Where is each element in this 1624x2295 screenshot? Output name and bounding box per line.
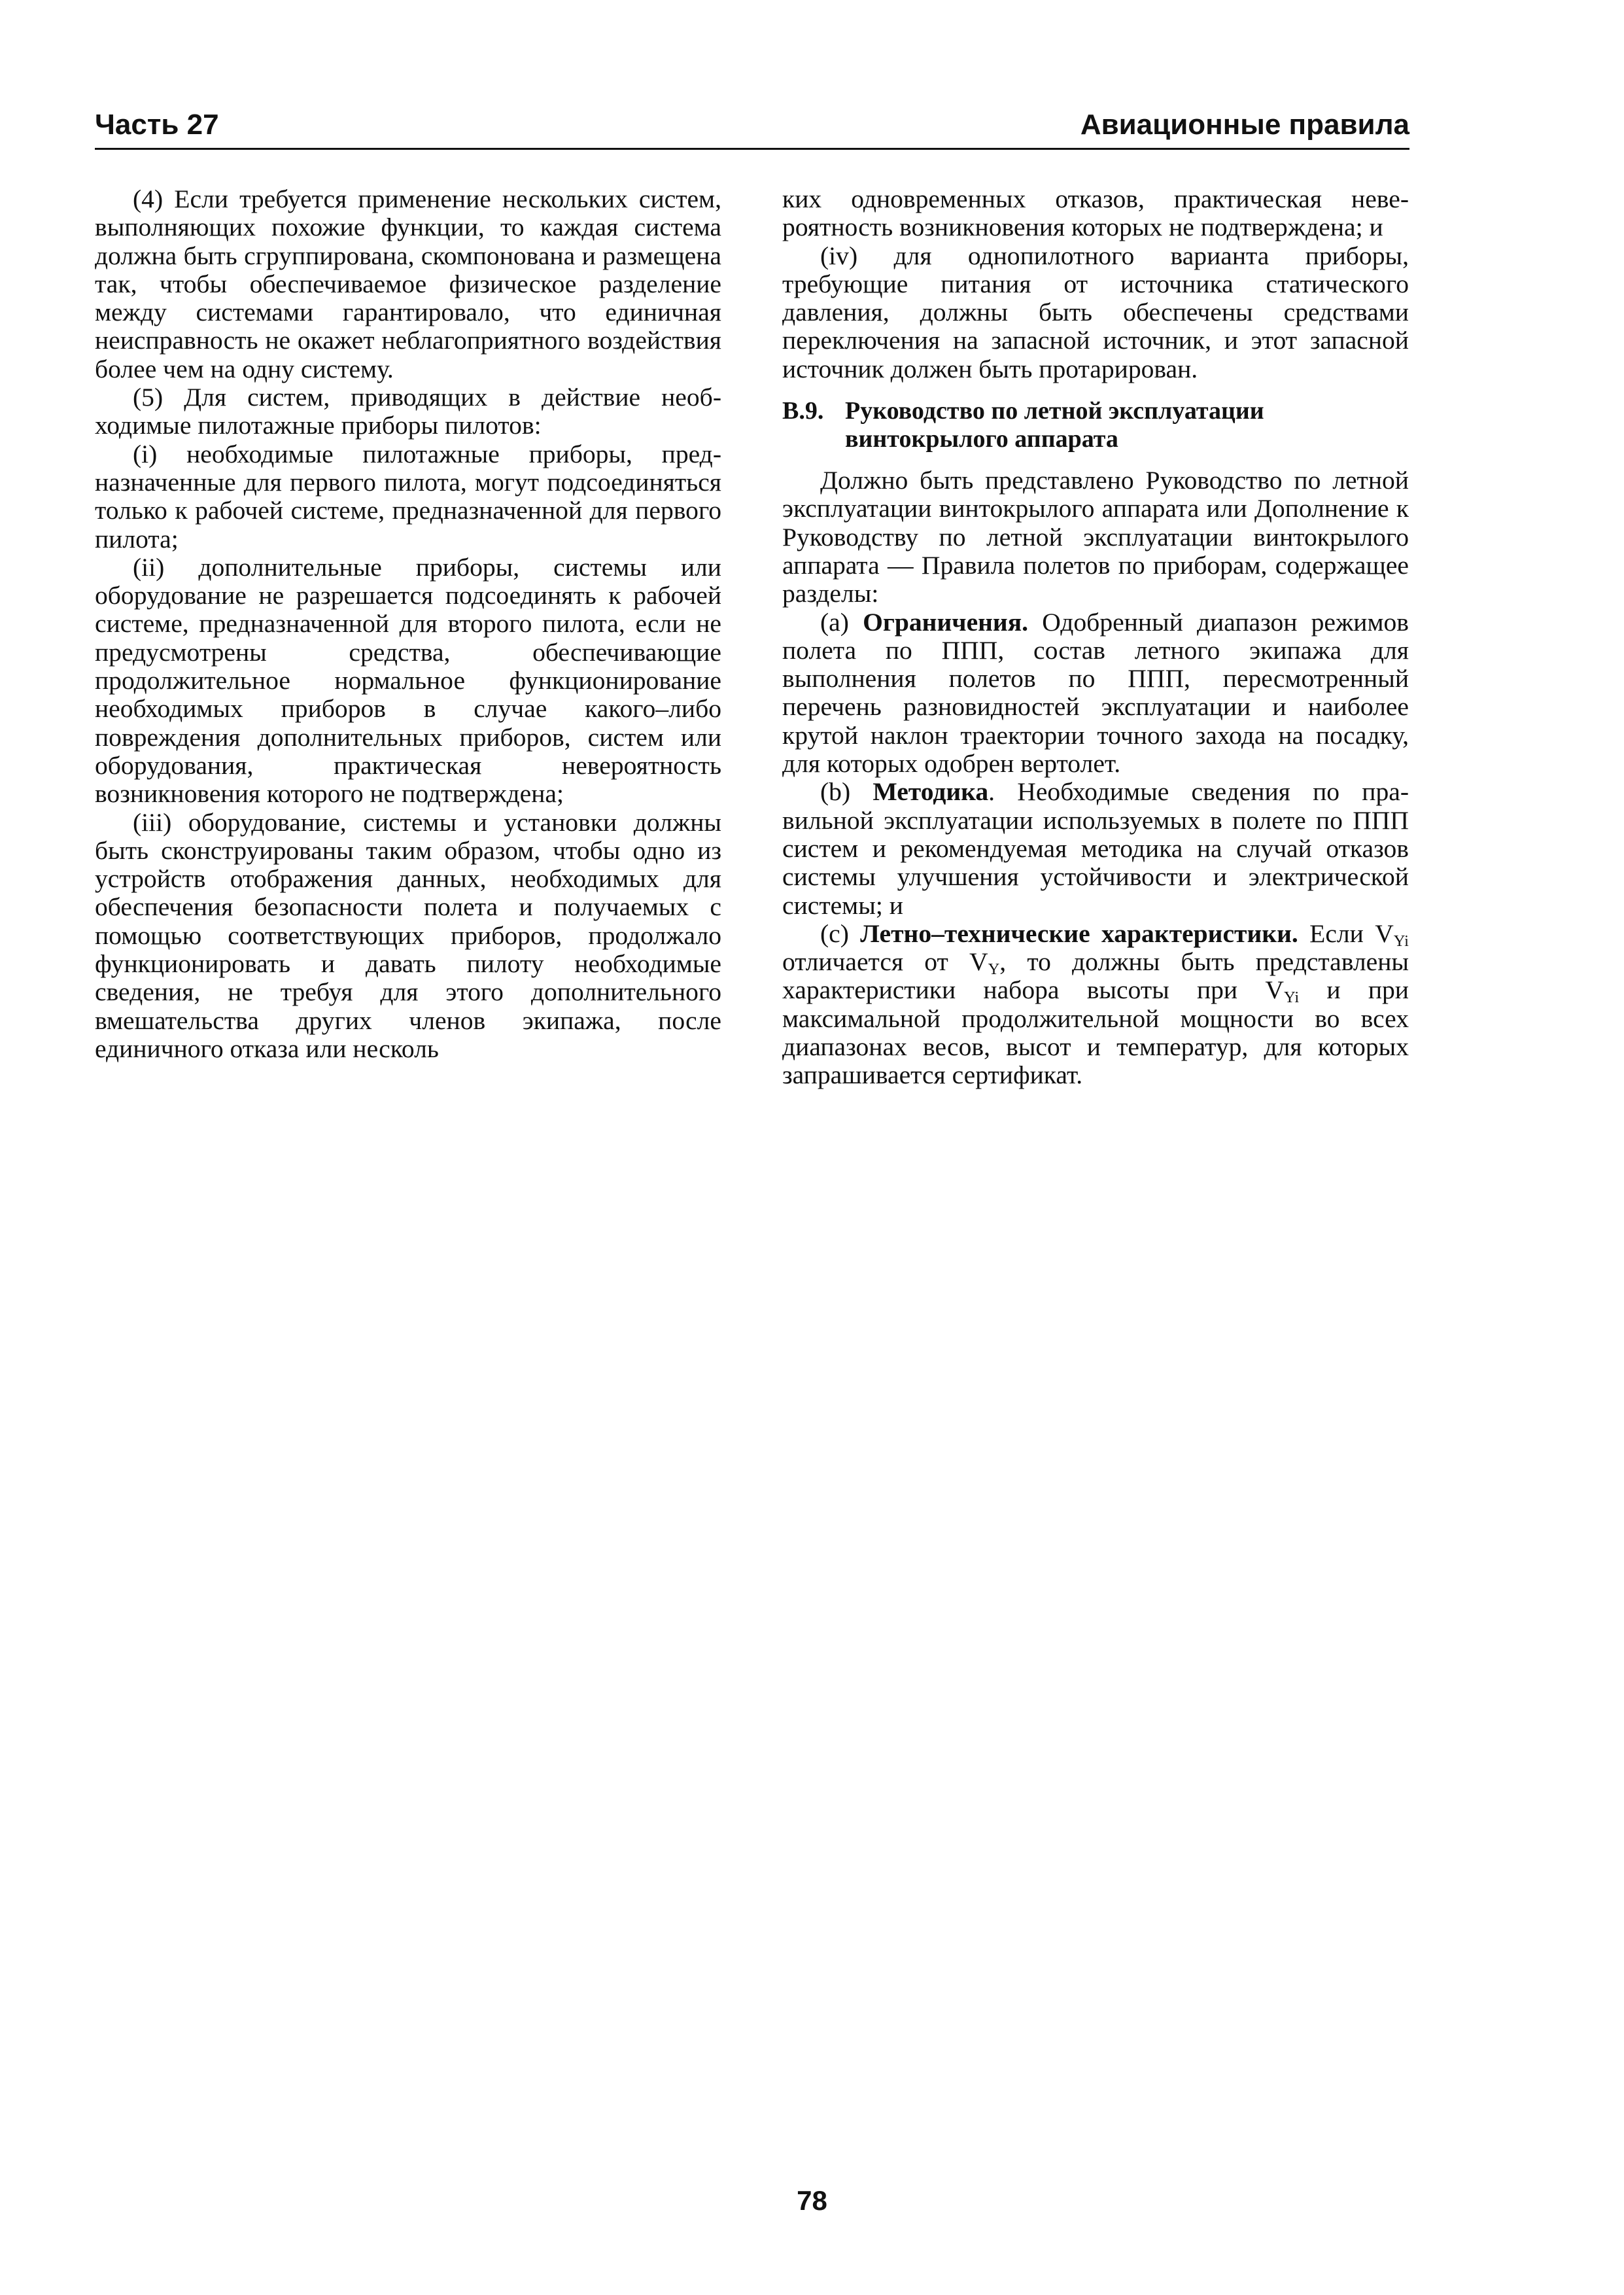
paragraph-5-iv: (iv) для однопилотного варианта приборы, требующие питания от источника статического давления, должны быть обеспечены средствами переключения на запасной источник, и этот запасной источник должен быть протарирован. bbox=[782, 241, 1409, 383]
subscript-yi: Yi bbox=[1393, 932, 1409, 950]
item-c-heading: Летно–технические характеристики. bbox=[860, 919, 1298, 948]
item-c-text-2: отличается от bbox=[782, 947, 969, 977]
left-column bbox=[95, 185, 721, 1063]
section-title: Руководство по летной эксплуатации винтокрылого аппарата bbox=[845, 397, 1264, 453]
subscript-y: Y bbox=[988, 960, 1000, 979]
item-b-text: . Необходимые сведения по правильной эксплуатации используемых в полете по ППП систем и рекомендуемая методика на случай отказов системы улучшения устойчивости и электрической системы; и bbox=[782, 777, 1409, 920]
item-b-prefix: (b) bbox=[820, 777, 873, 807]
section-intro: Должно быть представлено Руководство по летной эксплуатации винтокрылого аппарата или Дополнение к Руководству по летной эксплуатации винтокрылого аппарата — Правила полетов по приборам, содержащее разделы: bbox=[782, 466, 1409, 608]
page-number: 78 bbox=[797, 2185, 827, 2216]
item-a-heading: Ограничения. bbox=[863, 607, 1029, 637]
paragraph-5-iii: (iii) оборудование, системы и установки должны быть сконструированы таким образом, чтобы одно из устройств отображения данных, необходимых для обеспечения безопасности полета и получаемых с помощью соответствующих приборов, продолжало функционировать и давать пилоту необходимые сведения, не требуя для этого дополнительного вмешательства других членов экипажа, после единичного отказа или несколь bbox=[95, 807, 721, 1063]
item-b-heading: Методика bbox=[872, 777, 989, 807]
item-c bbox=[782, 920, 1409, 1090]
paragraph-5-ii: (ii) дополнительные приборы, системы или оборудование не разрешается подсоединять к рабочей системе, предназначенной для второго пилота, если не предусмотрены средства, обеспечивающие продолжительное нормальное функционирование необходимых приборов в случае какого–либо повреждения дополнительных приборов, систем или оборудования, практическая невероятность возникновения которого не подтверждена; bbox=[95, 552, 721, 809]
paragraph-5: (5) Для систем, приводящих в действие необходимые пилотажные приборы пилотов: bbox=[95, 383, 721, 440]
v-symbol: V bbox=[969, 947, 988, 977]
paragraph-5-iii-continued: ких одновременных отказов, практическая невероятность возникновения которых не подтверждена; и bbox=[782, 184, 1409, 242]
item-c-text-3: , то должны быть представлены характеристики набора высоты при bbox=[782, 947, 1409, 1005]
item-c-text-1: Если bbox=[1298, 919, 1375, 948]
item-a-text: Одобренный диапазон режимов полета по ППП, состав летного экипажа для выполнения полетов по ППП, пересмотренный перечень разновидностей эксплуатации и наиболее крутой наклон траектории точного захода на посадку, для которых одобрен вертолет. bbox=[782, 607, 1409, 779]
paragraph-4: (4) Если требуется применение нескольких систем, выполняющих похожие функции, то каждая система должна быть сгруппирована, скомпонована и размещена так, чтобы обеспечиваемое физическое разделение между системами гарантировало, что единичная неисправность не окажет неблагоприятного воздействия более чем на одну систему. bbox=[95, 184, 721, 383]
v-symbol: V bbox=[1265, 975, 1284, 1005]
v-symbol: V bbox=[1375, 919, 1394, 948]
page-header bbox=[95, 98, 1409, 150]
item-c-prefix: (c) bbox=[820, 919, 861, 948]
header-part-label: Часть 27 bbox=[95, 109, 219, 141]
paragraph-5-i: (i) необходимые пилотажные приборы, предназначенные для первого пилота, могут подсоединяться только к рабочей системе, предназначенной для первого пилота; bbox=[95, 439, 721, 553]
right-column bbox=[782, 185, 1409, 1090]
subscript-yi: Yi bbox=[1283, 989, 1300, 1007]
header-title: Авиационные правила bbox=[1080, 109, 1409, 141]
item-a bbox=[782, 608, 1409, 779]
item-b bbox=[782, 778, 1409, 919]
item-a-prefix: (a) bbox=[820, 607, 863, 637]
item-c-text-4: и при максимальной продолжительной мощности во всех диапазонах весов, высот и температур, для которых запрашивается сертификат. bbox=[782, 975, 1409, 1090]
section-heading bbox=[782, 397, 1409, 453]
section-number: B.9. bbox=[782, 397, 824, 425]
